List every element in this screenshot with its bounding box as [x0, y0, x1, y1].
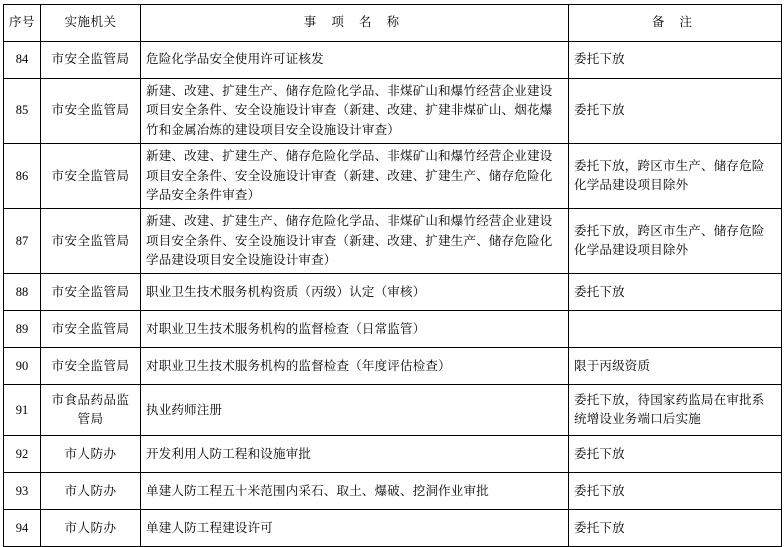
- cell-item: 单建人防工程五十米范围内采石、取土、爆破、挖洞作业审批: [141, 473, 569, 510]
- cell-note: 委托下放，待国家药监局在审批系统增设业务端口后实施: [569, 385, 782, 436]
- cell-item: 对职业卫生技术服务机构的监督检查（日常监管）: [141, 311, 569, 348]
- cell-note: 委托下放: [569, 473, 782, 510]
- table-row: [4, 42, 782, 79]
- cell-item: 执业药师注册: [141, 385, 569, 436]
- table-body: [4, 42, 782, 547]
- cell-seq: 91: [4, 385, 41, 436]
- cell-org: 市人防办: [41, 473, 141, 510]
- table-row: [4, 311, 782, 348]
- table-row: [4, 274, 782, 311]
- table-header: [4, 5, 782, 42]
- table-row: [4, 385, 782, 436]
- cell-note: 限于丙级资质: [569, 348, 782, 385]
- table-row: [4, 79, 782, 144]
- cell-org: 市安全监管局: [41, 348, 141, 385]
- cell-item: 新建、改建、扩建生产、储存危险化学品、非煤矿山和爆竹经营企业建设项目安全条件、安全设施设计审查（新建、改建、扩建生产、储存危险化学品安全条件审查）: [141, 144, 569, 209]
- cell-note: 委托下放，跨区市生产、储存危险化学品建设项目除外: [569, 144, 782, 209]
- cell-seq: 89: [4, 311, 41, 348]
- cell-seq: 88: [4, 274, 41, 311]
- cell-item: 职业卫生技术服务机构资质（丙级）认定（审核）: [141, 274, 569, 311]
- cell-seq: 87: [4, 209, 41, 274]
- cell-item: 新建、改建、扩建生产、储存危险化学品、非煤矿山和爆竹经营企业建设项目安全条件、安全设施设计审查（新建、改建、扩建非煤矿山、烟花爆竹和金属冶炼的建设项目安全设施设计审查）: [141, 79, 569, 144]
- cell-seq: 84: [4, 42, 41, 79]
- cell-org: 市安全监管局: [41, 144, 141, 209]
- cell-org: 市安全监管局: [41, 209, 141, 274]
- cell-note: [569, 311, 782, 348]
- cell-note: 委托下放: [569, 436, 782, 473]
- cell-org: 市安全监管局: [41, 42, 141, 79]
- cell-org: 市安全监管局: [41, 311, 141, 348]
- cell-note: 委托下放: [569, 42, 782, 79]
- cell-seq: 92: [4, 436, 41, 473]
- table-row: [4, 436, 782, 473]
- table-row: [4, 473, 782, 510]
- table-row: [4, 209, 782, 274]
- table-row: [4, 348, 782, 385]
- cell-org: 市食品药品监管局: [41, 385, 141, 436]
- cell-seq: 90: [4, 348, 41, 385]
- column-header-note: 备 注: [569, 5, 782, 42]
- column-header-org: 实施机关: [41, 5, 141, 42]
- cell-item: 对职业卫生技术服务机构的监督检查（年度评估检查）: [141, 348, 569, 385]
- cell-item: 开发利用人防工程和设施审批: [141, 436, 569, 473]
- approval-items-table: [3, 4, 782, 547]
- cell-note: 委托下放: [569, 274, 782, 311]
- cell-seq: 85: [4, 79, 41, 144]
- cell-item: 危险化学品安全使用许可证核发: [141, 42, 569, 79]
- column-header-seq: 序号: [4, 5, 41, 42]
- table-row: [4, 510, 782, 547]
- table-header-row: [4, 5, 782, 42]
- cell-seq: 93: [4, 473, 41, 510]
- table-row: [4, 144, 782, 209]
- cell-item: 单建人防工程建设许可: [141, 510, 569, 547]
- cell-seq: 86: [4, 144, 41, 209]
- cell-org: 市人防办: [41, 436, 141, 473]
- cell-note: 委托下放，跨区市生产、储存危险化学品建设项目除外: [569, 209, 782, 274]
- cell-org: 市人防办: [41, 510, 141, 547]
- cell-seq: 94: [4, 510, 41, 547]
- cell-org: 市安全监管局: [41, 274, 141, 311]
- cell-note: 委托下放: [569, 79, 782, 144]
- cell-note: 委托下放: [569, 510, 782, 547]
- cell-item: 新建、改建、扩建生产、储存危险化学品、非煤矿山和爆竹经营企业建设项目安全条件、安全设施设计审查（新建、改建、扩建生产、储存危险化学品建设项目安全设施设计审查）: [141, 209, 569, 274]
- column-header-item: 事 项 名 称: [141, 5, 569, 42]
- cell-org: 市安全监管局: [41, 79, 141, 144]
